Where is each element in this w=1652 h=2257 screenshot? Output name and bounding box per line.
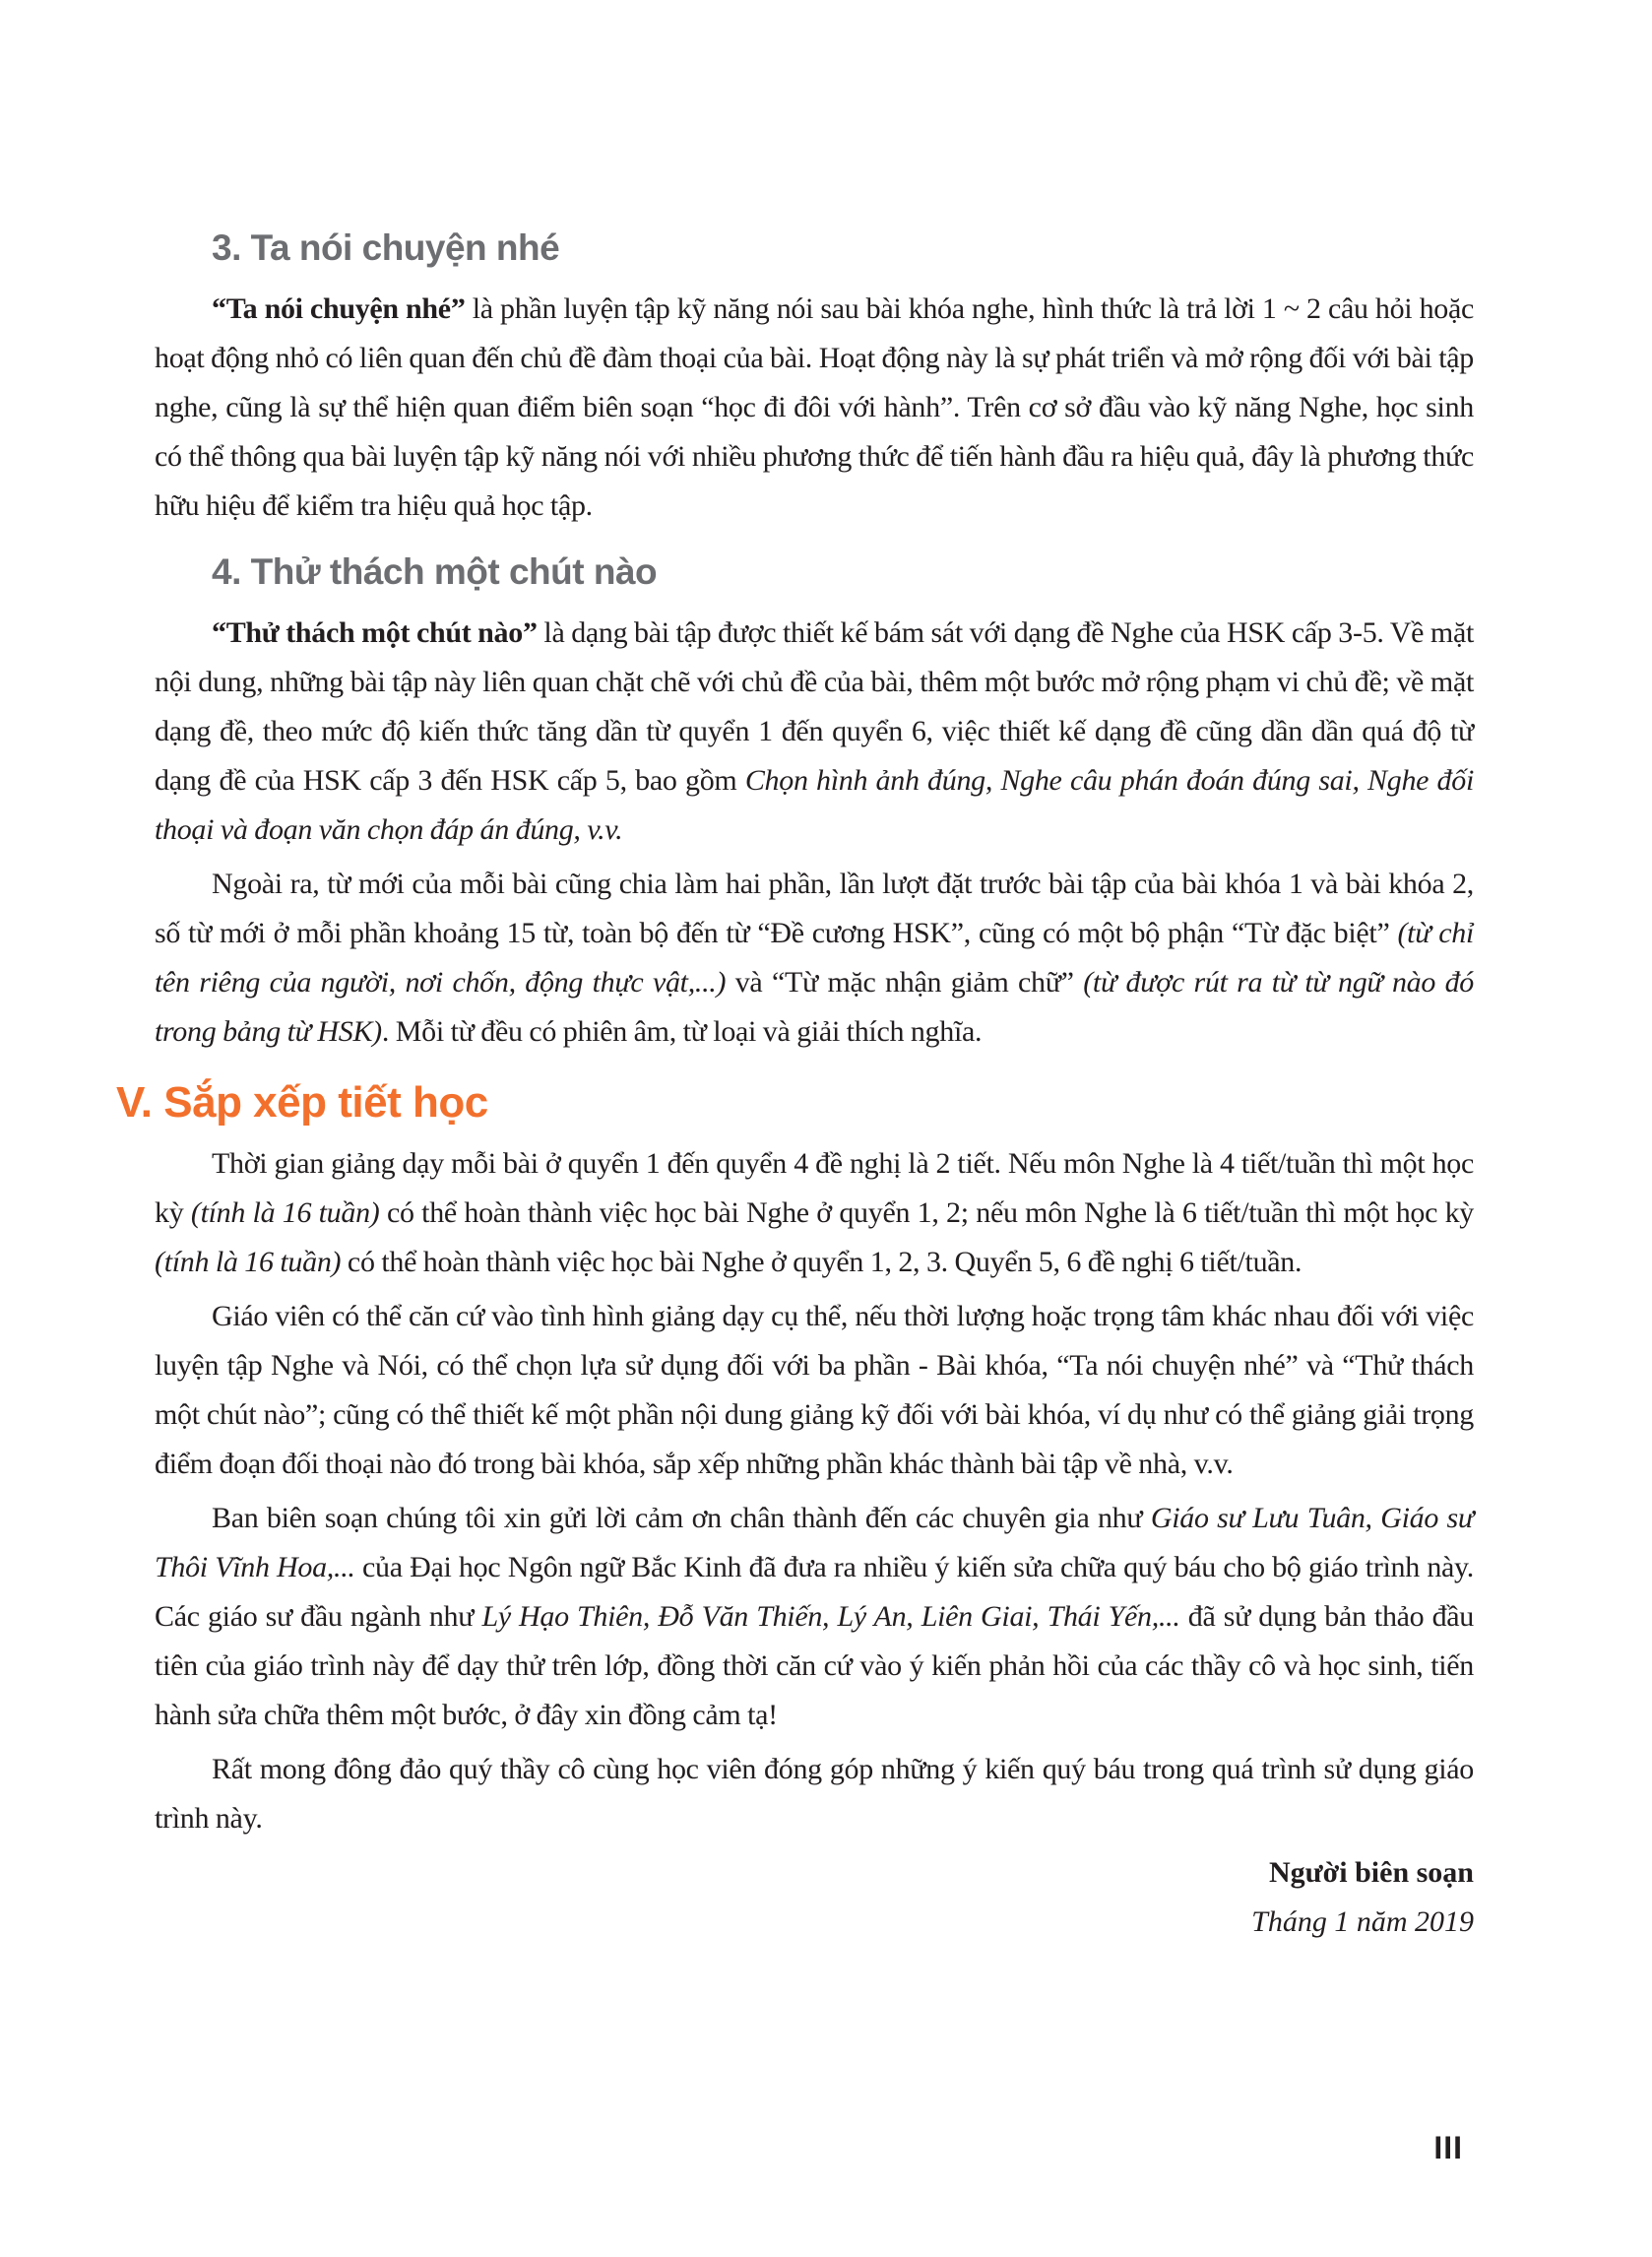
section-4-paragraph-2: Ngoài ra, từ mới của mỗi bài cũng chia làm hai phần, lần lượt đặt trước bài tập của bài khóa 1 và bài khóa 2, số từ mới ở mỗi phần khoảng 15 từ, toàn bộ đến từ “Đề cương HSK”, cũng có một bộ phận “Từ đặc biệt” (từ chỉ tên riêng của người, nơi chốn, động thực vật,...) và “Từ mặc nhận giảm chữ” (từ được rút ra từ từ ngữ nào đó trong bảng từ HSK). Mỗi từ đều có phiên âm, từ loại và giải thích nghĩa. xyxy=(155,868,1475,1048)
signature-date: Tháng 1 năm 2019 xyxy=(1251,1905,1474,1938)
lesson-plan-paragraph-2: Giáo viên có thể căn cứ vào tình hình giảng dạy cụ thể, nếu thời lượng hoặc trọng tâm khác nhau đối với việc luyện tập Nghe và Nói, có thể chọn lựa sử dụng đối với ba phần - Bài khóa, “Ta nói chuyện nhé” và “Thử thách một chút nào”; cũng có thể thiết kế một phần nội dung giảng kỹ đối với bài khóa, ví dụ như có thể giảng giải trọng điểm đoạn đối thoại nào đó trong bài khóa, sắp xếp những phần khác thành bài tập về nhà, v.v. xyxy=(155,1300,1474,1480)
section-5-heading: V. Sắp xếp tiết học xyxy=(116,1078,488,1127)
section-4-paragraph-1: “Thử thách một chút nào” là dạng bài tập được thiết kế bám sát với dạng đề Nghe của HSK cấp 3-5. Về mặt nội dung, những bài tập này liên quan chặt chẽ với chủ đề của bài, thêm một bước mở rộng phạm vi chủ đề; về mặt dạng đề, theo mức độ kiến thức tăng dần từ quyển 1 đến quyển 6, việc thiết kế dạng đề cũng dần dần quá độ từ dạng đề của HSK cấp 3 đến HSK cấp 5, bao gồm Chọn hình ảnh đúng, Nghe câu phán đoán đúng sai, Nghe đối thoại và đoạn văn chọn đáp án đúng, v.v. xyxy=(155,616,1475,846)
page-number: III xyxy=(1433,2130,1463,2165)
section-3-paragraph: “Ta nói chuyện nhé” là phần luyện tập kỹ năng nói sau bài khóa nghe, hình thức là trả lời 1 ~ 2 câu hỏi hoặc hoạt động nhỏ có liên quan đến chủ đề đàm thoại của bài. Hoạt động này là sự phát triển và mở rộng đối với bài tập nghe, cũng là sự thể hiện quan điểm biên soạn “học đi đôi với hành”. Trên cơ sở đầu vào kỹ năng Nghe, học sinh có thể thông qua bài luyện tập kỹ năng nói với nhiều phương thức để tiến hành đầu ra hiệu quả, đây là phương thức hữu hiệu để kiểm tra hiệu quả học tập. xyxy=(155,292,1474,522)
preface-content xyxy=(116,226,1475,1947)
section-3-heading: 3. Ta nói chuyện nhé xyxy=(212,227,560,268)
feedback-request-paragraph: Rất mong đông đảo quý thầy cô cùng học viên đóng góp những ý kiến quý báu trong quá trình sử dụng giáo trình này. xyxy=(155,1753,1474,1835)
signature-block xyxy=(155,1848,1474,1947)
acknowledgement-paragraph: Ban biên soạn chúng tôi xin gửi lời cảm ơn chân thành đến các chuyên gia như Giáo sư Lưu Tuân, Giáo sư Thôi Vĩnh Hoa,... của Đại học Ngôn ngữ Bắc Kinh đã đưa ra nhiều ý kiến sửa chữa quý báu cho bộ giáo trình này. Các giáo sư đầu ngành như Lý Hạo Thiên, Đỗ Văn Thiến, Lý An, Liên Giai, Thái Yến,... đã sử dụng bản thảo đầu tiên của giáo trình này để dạy thử trên lớp, đồng thời căn cứ vào ý kiến phản hồi của các thầy cô và học sinh, tiến hành sửa chữa thêm một bước, ở đây xin đồng cảm tạ! xyxy=(155,1502,1475,1731)
lesson-plan-paragraph-1: Thời gian giảng dạy mỗi bài ở quyển 1 đến quyển 4 đề nghị là 2 tiết. Nếu môn Nghe là 4 tiết/tuần thì một học kỳ (tính là 16 tuần) có thể hoàn thành việc học bài Nghe ở quyển 1, 2; nếu môn Nghe là 6 tiết/tuần thì một học kỳ (tính là 16 tuần) có thể hoàn thành việc học bài Nghe ở quyển 1, 2, 3. Quyển 5, 6 đề nghị 6 tiết/tuần. xyxy=(155,1147,1474,1278)
section-4-heading: 4. Thử thách một chút nào xyxy=(212,551,658,592)
signature-author: Người biên soạn xyxy=(1269,1856,1474,1889)
